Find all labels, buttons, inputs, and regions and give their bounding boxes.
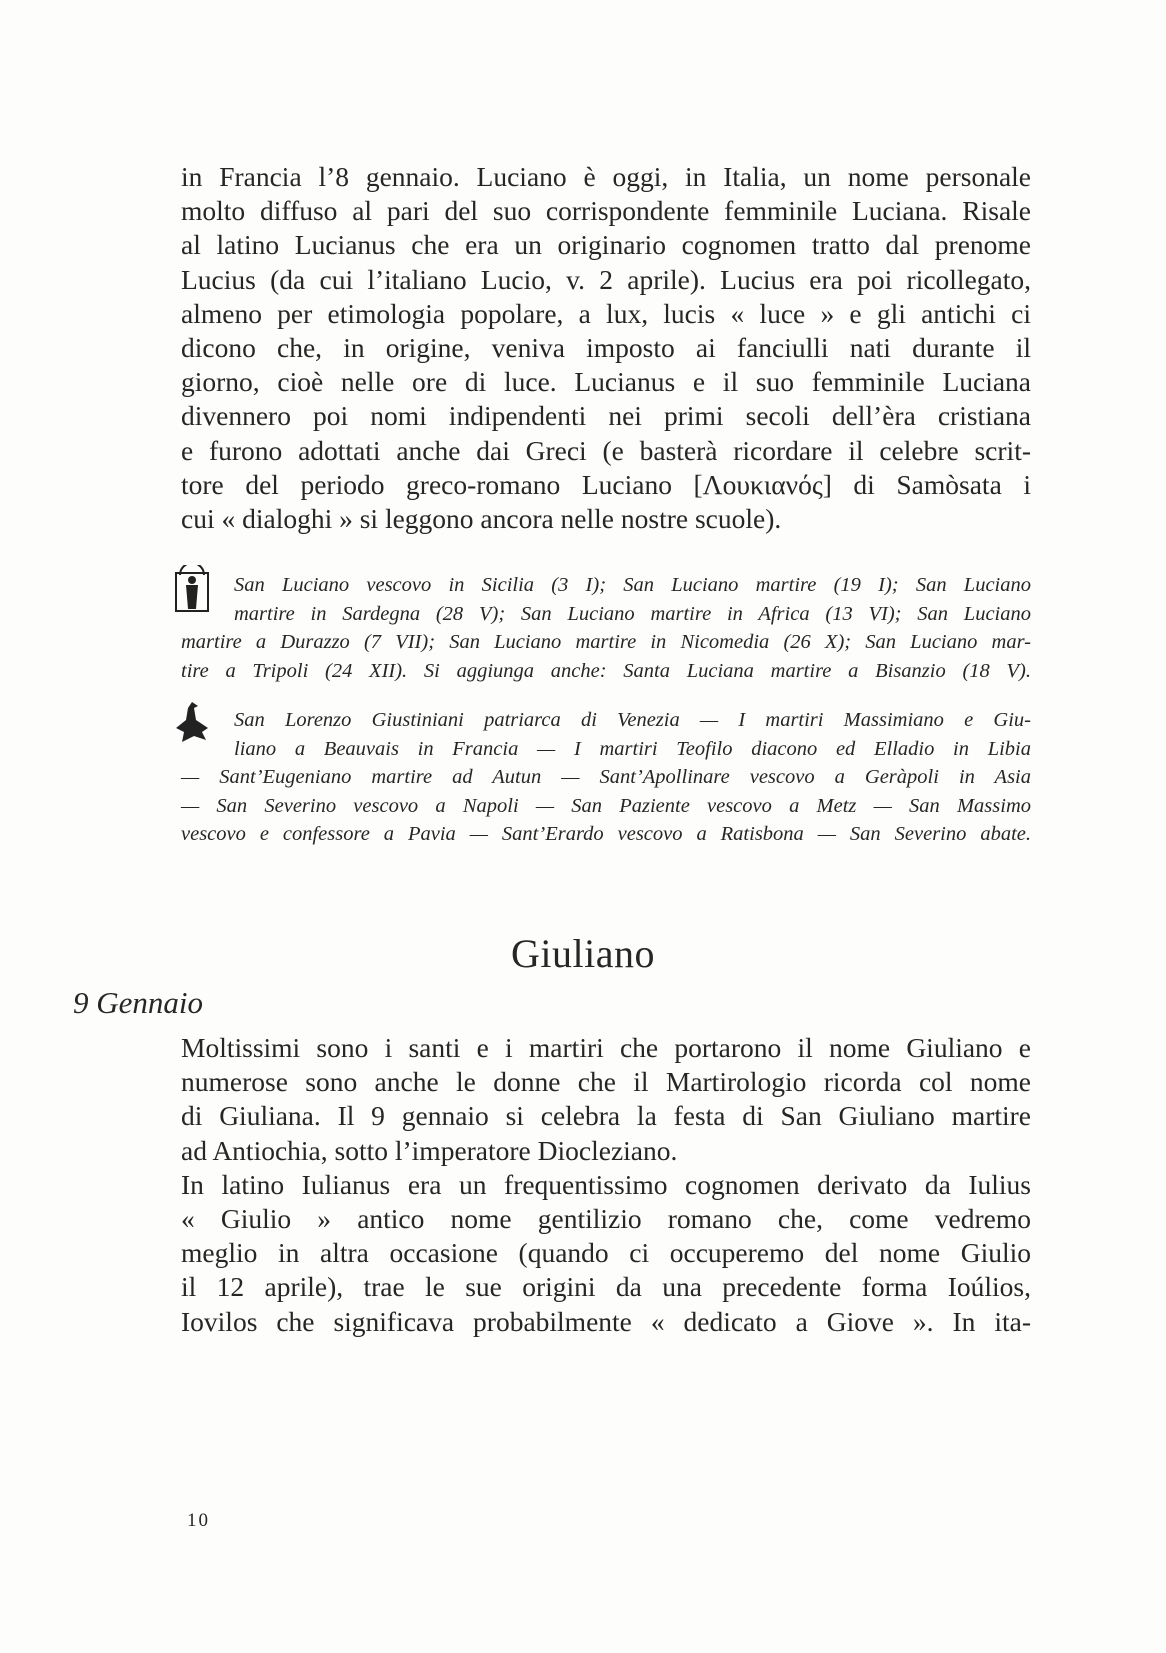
text-line: divennero poi nomi indipendenti nei primi secoli dell’èra cristiana	[181, 400, 1031, 432]
saints-list	[181, 571, 1031, 685]
saints-line: tire a Tripoli (24 XII). Si aggiunga anche: Santa Luciana martire a Bisanzio (18 V).	[181, 659, 1031, 682]
text-line: cui « dialoghi » si leggono ancora nelle nostre scuole).	[181, 502, 782, 534]
text-line: e furono adottati anche dai Greci (e basterà ricordare il celebre scrit-	[181, 434, 1031, 466]
luciano-text	[181, 160, 1031, 536]
text-line: Lucius (da cui l’italiano Lucio, v. 2 aprile). Lucius era poi ricollegato,	[181, 263, 1031, 295]
text-line: tore del periodo greco-romano Luciano [Λουκιανός] di Samòsata i	[181, 468, 1031, 500]
calendar-line: vescovo e confessore a Pavia — Sant’Erardo vescovo a Ratisbona — San Severino abate.	[181, 823, 1031, 845]
calendar-line: San Lorenzo Giustiniani patriarca di Venezia — I martiri Massimiano e Giu-	[234, 709, 1031, 731]
calendar-saints	[181, 706, 1031, 849]
text-line: molto diffuso al pari del suo corrispondente femminile Luciana. Risale	[181, 195, 1031, 227]
text-line: giorno, cioè nelle ore di luce. Lucianus e il suo femminile Luciana	[181, 366, 1031, 398]
text-line: di Giuliana. Il 9 gennaio si celebra la festa di San Giuliano martire	[181, 1100, 1031, 1132]
saints-line: San Luciano vescovo in Sicilia (3 I); San Luciano martire (19 I); San Luciano	[234, 574, 1031, 596]
text-line: al latino Lucianus che era un originario cognomen tratto dal prenome	[181, 229, 1031, 261]
text-line: in Francia l’8 gennaio. Luciano è oggi, in Italia, un nome personale	[181, 161, 1031, 192]
feast-date: 9 Gennaio	[73, 985, 204, 1020]
text-line: almeno per etimologia popolare, a lux, lucis « luce » e gli antichi ci	[181, 297, 1031, 329]
text-line: In latino Iulianus era un frequentissimo cognomen derivato da Iulius	[181, 1168, 1031, 1200]
text-line: ad Antiochia, sotto l’imperatore Diocleziano.	[181, 1134, 678, 1166]
saints-line: martire a Durazzo (7 VII); San Luciano martire in Nicomedia (26 X); San Luciano mar-	[181, 631, 1031, 653]
calendar-line: — San Severino vescovo a Napoli — San Paziente vescovo a Metz — San Massimo	[181, 794, 1031, 817]
giuliano-text	[181, 1031, 1031, 1339]
text-line: dicono che, in origine, veniva imposto ai fanciulli nati durante il	[181, 331, 1031, 363]
name-heading: Giuliano	[511, 931, 655, 976]
calendar-line: — Sant’Eugeniano martire ad Autun — Sant’Apollinare vescovo a Geràpoli in Asia	[181, 766, 1031, 788]
page-number: 10	[187, 1510, 210, 1531]
calendar-line: liano a Beauvais in Francia — I martiri Teofilo diacono ed Elladio in Libia	[234, 737, 1031, 760]
text-line: « Giulio » antico nome gentilizio romano che, come vedremo	[181, 1202, 1031, 1234]
text-line: numerose sono anche le donne che il Martirologio ricorda col nome	[181, 1066, 1031, 1098]
text-line: Iovilos che significava probabilmente « dedicato a Giove ». In ita-	[181, 1305, 1031, 1337]
text-line: Moltissimi sono i santi e i martiri che portarono il nome Giuliano e	[181, 1032, 1031, 1063]
text-line: meglio in altra occasione (quando ci occuperemo del nome Giulio	[181, 1237, 1031, 1269]
text-line: il 12 aprile), trae le sue origini da una precedente forma Ioúlios,	[181, 1271, 1031, 1303]
saints-line: martire in Sardegna (28 V); San Luciano martire in Africa (13 VI); San Luciano	[234, 602, 1031, 625]
